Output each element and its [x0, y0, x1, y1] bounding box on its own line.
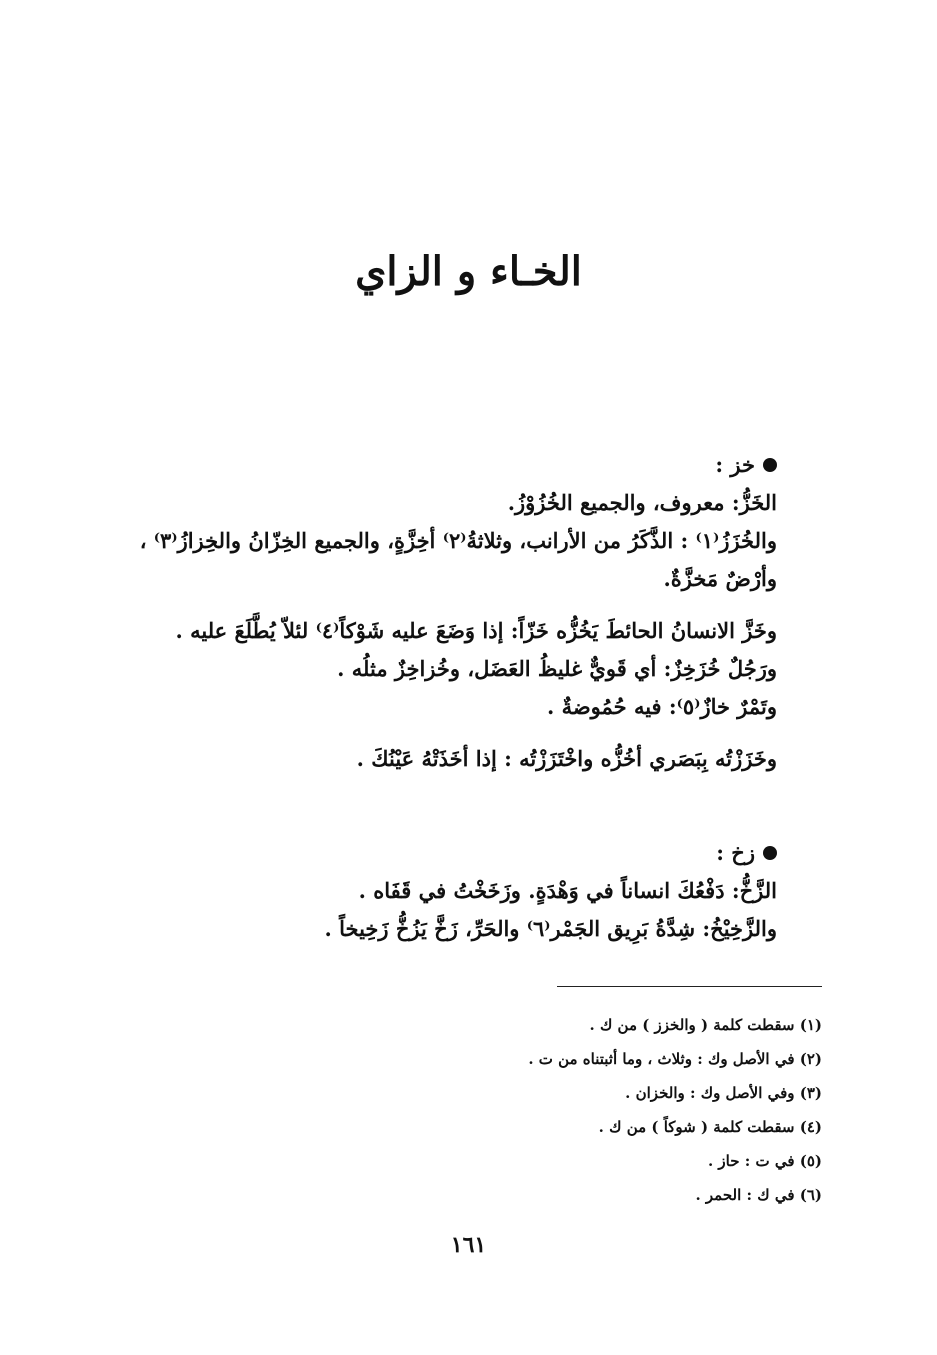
footnote: (٤) سقطت كلمة ( شوكاً ) من ك .: [598, 1118, 822, 1136]
page-number: ١٦١: [450, 1232, 487, 1258]
footnote-divider: [557, 986, 822, 987]
chapter-title: الخـاء و الزاي: [355, 248, 582, 295]
entry-line: وأرْضٌ مَخزَّةٌ.: [663, 566, 777, 591]
footnote: (٥) في ت : حاز .: [707, 1152, 822, 1170]
entry-line: الخَزُّ: معروف، والجميع الخُزُوْزُ.: [507, 490, 777, 515]
entry-heading: [77, 446, 777, 484]
bullet-icon: [763, 846, 777, 860]
footnote: (١) سقطت كلمة ( والخزز ) من ك .: [589, 1016, 822, 1034]
entry-zkh: [77, 834, 777, 948]
entry-line: والخُزَزُ⁽١⁾ : الذَّكَرُ من الأرانب، وثلاثةُ⁽٢⁾ أخِزَّةٍ، والجميع الخِزّانُ والخِزازُ⁽٣⁾ ،: [139, 528, 777, 553]
entry-heading: [77, 834, 777, 872]
entry-line: ورَجُلٌ خُزَخِزٌ: أي قَويٌّ غليظُ العَضَل، وخُزاخِزٌ مثلُه .: [337, 656, 777, 681]
entry-khz: [77, 446, 777, 778]
bullet-icon: [763, 458, 777, 472]
entry-heading-text: خز :: [715, 452, 755, 477]
entry-line: الزَّخُّ: دَفْعُكَ انساناً في وَهْدَةٍ. وزَخَخْتُ في قَفَاه .: [358, 878, 777, 903]
footnote: (٣) وفي الأصل وك : والخزان .: [625, 1084, 822, 1102]
entry-line: وخَزَزْتُه بِبَصَري أخُزُّه واخْتَزَزْتُه : إذا أخَذَتْهُ عَيْنُكَ .: [356, 746, 777, 771]
entry-line: وتَمْرٌ خازٌ⁽٥⁾: فيه حُمُوضةٌ .: [546, 694, 777, 719]
entry-line: وخَزَّ الانسانُ الحائطَ يَخُزُّه خَزّاً: إذا وَضَعَ عليه شَوْكاً⁽٤⁾ لئلاّ يُطَّلَعَ عليه .: [175, 618, 777, 643]
footnote: (٢) في الأصل وك : وثلاث ، وما أثبتناه من ت .: [528, 1050, 822, 1068]
footnotes: [222, 1008, 822, 1212]
entry-line: والزَّخِيْخُ: شِدَّةُ بَرِيق الجَمْر⁽٦⁾ والحَرِّ، زَخَّ يَزُخُّ زَخِيخاً .: [324, 916, 777, 941]
footnote: (٦) في ك : الحمر .: [695, 1186, 822, 1204]
entry-heading-text: زخ :: [716, 840, 755, 865]
